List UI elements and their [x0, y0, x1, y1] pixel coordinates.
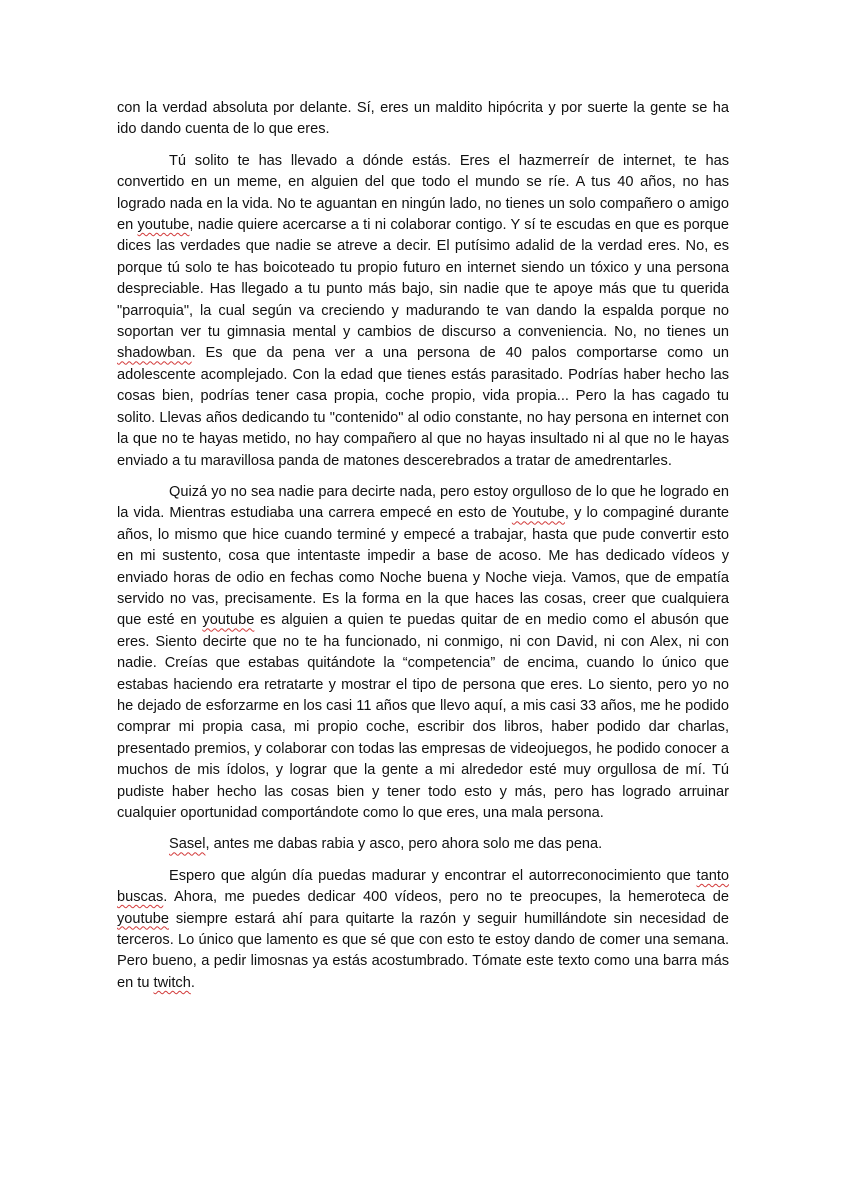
spellcheck-flagged-word: tanto buscas	[117, 867, 729, 906]
text-run: con la verdad absoluta por delante. Sí, eres un maldito hipócrita y por suerte la gente se ha ido dando cuenta de lo que eres.	[117, 100, 729, 138]
text-run: Espero que algún día puedas madurar y encontrar el autorreconocimiento que	[169, 867, 697, 884]
text-run: . Es que da pena ver a una persona de 40 palos comportarse como un adolescente acomplejado. Con la edad que tienes estás parasitado. Podrías haber hecho las cosas bien, podrías tener casa propia, coche propio, vida propia... Pero la has cagado tu solito. Llevas años dedicando tu "contenido" al odio constante, no hay persona en internet con la que no te hayas metido, no hay compañero al que no hayas insultado ni al que no le hayas enviado a tu maravillosa panda de matones descerebrados a tratar de amedrentarles.	[117, 345, 729, 469]
paragraph-5	[117, 866, 729, 994]
spellcheck-flagged-word: youtube	[202, 612, 255, 629]
text-run: .	[190, 974, 195, 991]
text-run: Tú solito te has llevado a dónde estás. Eres el hazmerreír de internet, te has convertido en un meme, en alguien del que todo el mundo se ríe. A tus 40 años, no has logrado nada en la vida. No te aguantan en ningún lado, no tienes un solo compañero o amigo en	[117, 152, 729, 234]
document-body[interactable]	[117, 98, 729, 1004]
text-run: es alguien a quien te puedas quitar de en medio como el abusón que eres. Siento decirte que no te ha funcionado, ni conmigo, ni con David, ni con Alex, ni con nadie. Creías que estabas quitándote la “competencia” de encima, cuando lo único que estabas haciendo era retratarte y mostrar el tipo de persona que eres. Lo siento, pero yo no he dejado de esforzarme en los casi 11 años que llevo aquí, a mis casi 33 años, me he podido comprar mi propia casa, mi propio coche, escribir dos libros, haber podido dar charlas, presentado premios, y colaborar con todas las empresas de videojuegos, he podido conocer a muchos de mis ídolos, y lograr que la gente a mi alrededor esté muy orgullosa de mí. Tú pudiste haber hecho las cosas bien y tener todo esto y más, pero has logrado arruinar cualquier oportunidad comportándote como lo que eres, una mala persona.	[117, 612, 729, 821]
text-run: . Ahora, me puedes dedicar 400 vídeos, pero no te preocupes, la hemeroteca de	[163, 889, 729, 906]
paragraph-4	[117, 834, 729, 855]
paragraph-1	[117, 98, 729, 141]
paragraph-2	[117, 151, 729, 472]
spellcheck-flagged-word: youtube	[117, 910, 169, 927]
spellcheck-flagged-word: youtube	[137, 217, 190, 234]
text-run: siempre estará ahí para quitarte la razón y seguir humillándote sin necesidad de terceros. Lo único que lamento es que sé que con esto te estoy dando de comer una semana. Pero bueno, a pedir limosnas ya estás acostumbrado. Tómate este texto como una barra más en tu	[117, 910, 729, 991]
paragraph-3	[117, 482, 729, 825]
text-run: Quizá yo no sea nadie para decirte nada, pero estoy orgulloso de lo que he logrado en la vida. Mientras estudiaba una carrera empecé en esto de	[117, 483, 729, 522]
text-run: , nadie quiere acercarse a ti ni colaborar contigo. Y sí te escudas en que es porque dices las verdades que nadie se atreve a decir. El putísimo adalid de la verdad eres. No, es porque tú solo te has boicoteado tu propio futuro en internet siendo un tóxico y una persona despreciable. Has llegado a tu punto más bajo, sin nadie que te apoye más que tu querida "parroquia", la cual según va creciendo y madurando te van dando la espalda porque no soportan ver tu gimnasia mental y cambios de discurso a conveniencia. No, no tienes un	[117, 217, 729, 341]
spellcheck-flagged-word: twitch	[153, 974, 191, 991]
spellcheck-flagged-word: Youtube	[511, 505, 565, 522]
text-run: , antes me dabas rabia y asco, pero ahora solo me das pena.	[205, 836, 603, 853]
spellcheck-flagged-word: Sasel	[169, 836, 206, 853]
spellcheck-flagged-word: shadowban	[117, 345, 192, 362]
text-run: , y lo compaginé durante años, lo mismo que hice cuando terminé y empecé a trabajar, hasta que pude convertir esto en mi sustento, cosa que intentaste impedir a base de acoso. Me has dedicado vídeos y enviado horas de odio en fechas como Noche buena y Noche vieja. Vamos, que de empatía servido no vas, precisamente. Es la forma en la que haces las cosas, creer que cualquiera que esté en	[117, 505, 729, 629]
